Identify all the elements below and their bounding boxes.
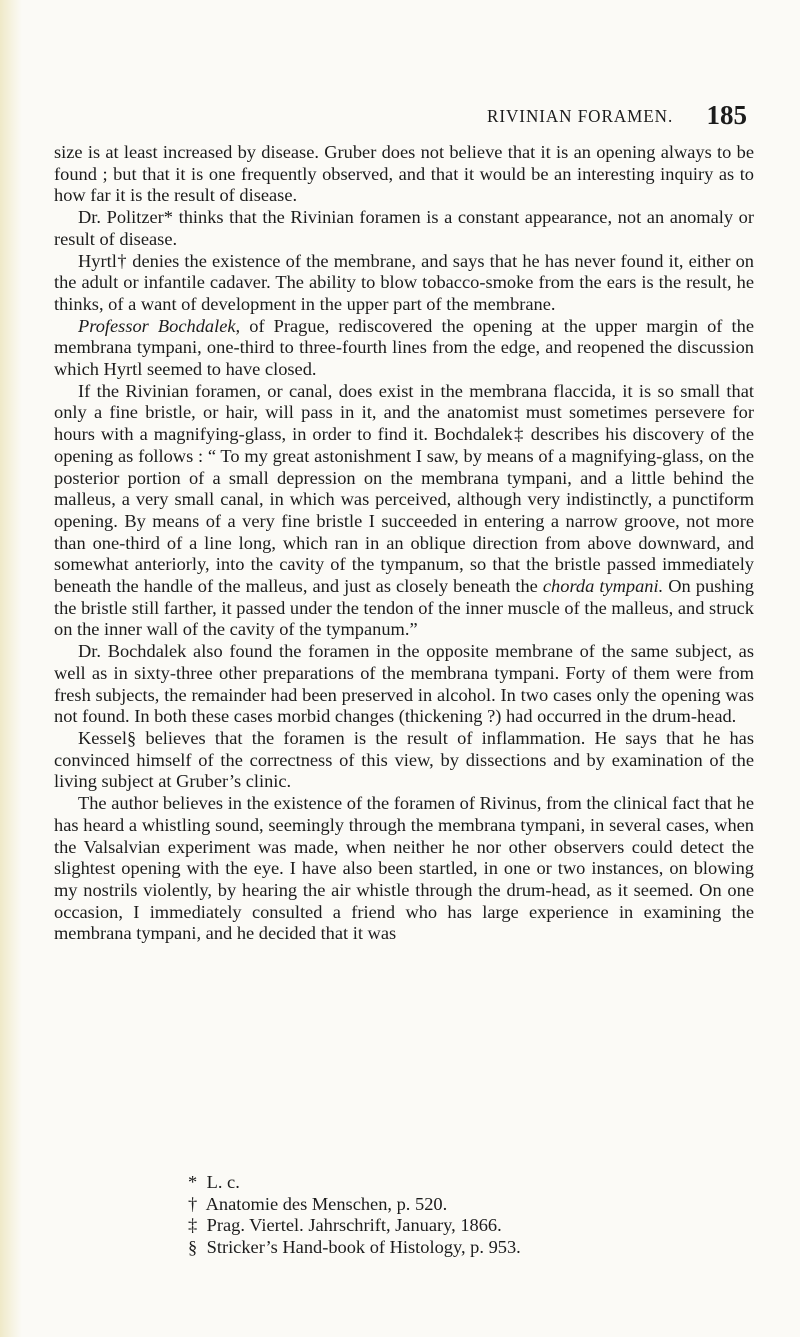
footnote-text: L. c. [206, 1172, 240, 1192]
italic-term: chorda tympani. [542, 576, 664, 597]
footnote [188, 1194, 768, 1216]
footnote-text: Prag. Viertel. Jahrschrift, January, 1866. [206, 1215, 502, 1236]
footnote-text: Stricker’s Hand-book of Histology, p. 953. [206, 1236, 521, 1257]
footnote-mark: † [188, 1193, 198, 1214]
paragraph-bochdalek: Professor Bochdalek, of Prague, rediscovered the opening at the upper margin of the membrana tympani, one-third to three-fourth lines from the edge, and reopened the discussion which Hyrtl seemed to have closed. [54, 315, 754, 380]
footnote [188, 1237, 768, 1259]
footnote [188, 1172, 768, 1194]
footnote-text: Anatomie des Menschen, p. 520. [205, 1193, 448, 1214]
footnote [188, 1215, 768, 1237]
paragraph-preparations: Dr. Bochdalek also found the foramen in the opposite membrane of the same subject, as well as in sixty-three other preparations of the membrana tympani. Forty of them were from fresh subjects, the remainder had been preserved in alcohol. In two cases only the opening was not found. In both these cases morbid changes (thickening ?) had occurred in the drum-head. [54, 641, 754, 727]
paragraph-author: The author believes in the existence of the foramen of Rivinus, from the clinical fact that he has heard a whistling sound, seemingly through the membrana tympani, in several cases, when the Valsalvian experiment was made, when neither he nor other observers could detect the slightest opening with the eye. I have also been startled, in one or two instances, on blowing my nostrils violently, by hearing the air whistle through the drum-head, as it seemed. On one occasion, I immediately consulted a friend who has large experience in examining the membrana tympani, and he decided that it was [54, 793, 754, 944]
page-gutter-shadow [0, 0, 22, 1337]
footnote-mark: ‡ [188, 1215, 198, 1236]
running-title: RIVINIAN FORAMEN. [487, 106, 674, 126]
paragraph-politzer: Dr. Politzer* thinks that the Rivinian foramen is a constant appearance, not an anomaly or result of disease. [54, 207, 754, 249]
footnotes [188, 1172, 768, 1258]
body-text [54, 142, 754, 945]
paragraph-continuation: size is at least increased by disease. Gruber does not believe that it is an opening always to be found ; but that it is one frequently observed, and that it would be an interesting inquiry as to how far it is the result of disease. [54, 142, 754, 206]
paragraph-kessel: Kessel§ believes that the foramen is the result of inflammation. He says that he has convinced himself of the correctness of this view, by dissections and by examination of the living subject at Gruber’s clinic. [54, 727, 754, 792]
page-number: 185 [706, 100, 747, 130]
footnote-mark: § [188, 1236, 198, 1257]
footnote-mark: * [188, 1172, 198, 1192]
italic-name: Professor Bochdalek, [78, 315, 241, 336]
paragraph-hyrtl: Hyrtl† denies the existence of the membrane, and says that he has never found it, either on the adult or infantile cadaver. The ability to blow tobacco-smoke from the ears is the result, he thinks, of a want of development in the upper part of the membrane. [54, 250, 754, 314]
page-header [0, 100, 800, 140]
paragraph-rivinian-canal: If the Rivinian foramen, or canal, does exist in the membrana flaccida, it is so small that only a fine bristle, or hair, will pass in it, and the anatomist must sometimes persevere for hours with a magnifying-glass, in order to find it. Bochdalek‡ describes his discovery of the opening as follows : “ To my great astonishment I saw, by means of a magnifying-glass, on the posterior portion of a small depression on the membrana tympani, and a little behind the malleus, a very small canal, in which was perceived, although very indistinctly, a punctiform opening. By means of a very fine bristle I succeeded in entering a narrow groove, not more than one-third of a line long, which ran in an oblique direction from above downward, and somewhat anteriorly, into the cavity of the tympanum, so that the bristle passed immediately beneath the handle of the malleus, and just as closely beneath the chorda tympani. On pushing the bristle still farther, it passed under the tendon of the inner muscle of the malleus, and struck on the inner wall of the cavity of the tympanum.” [54, 380, 754, 640]
